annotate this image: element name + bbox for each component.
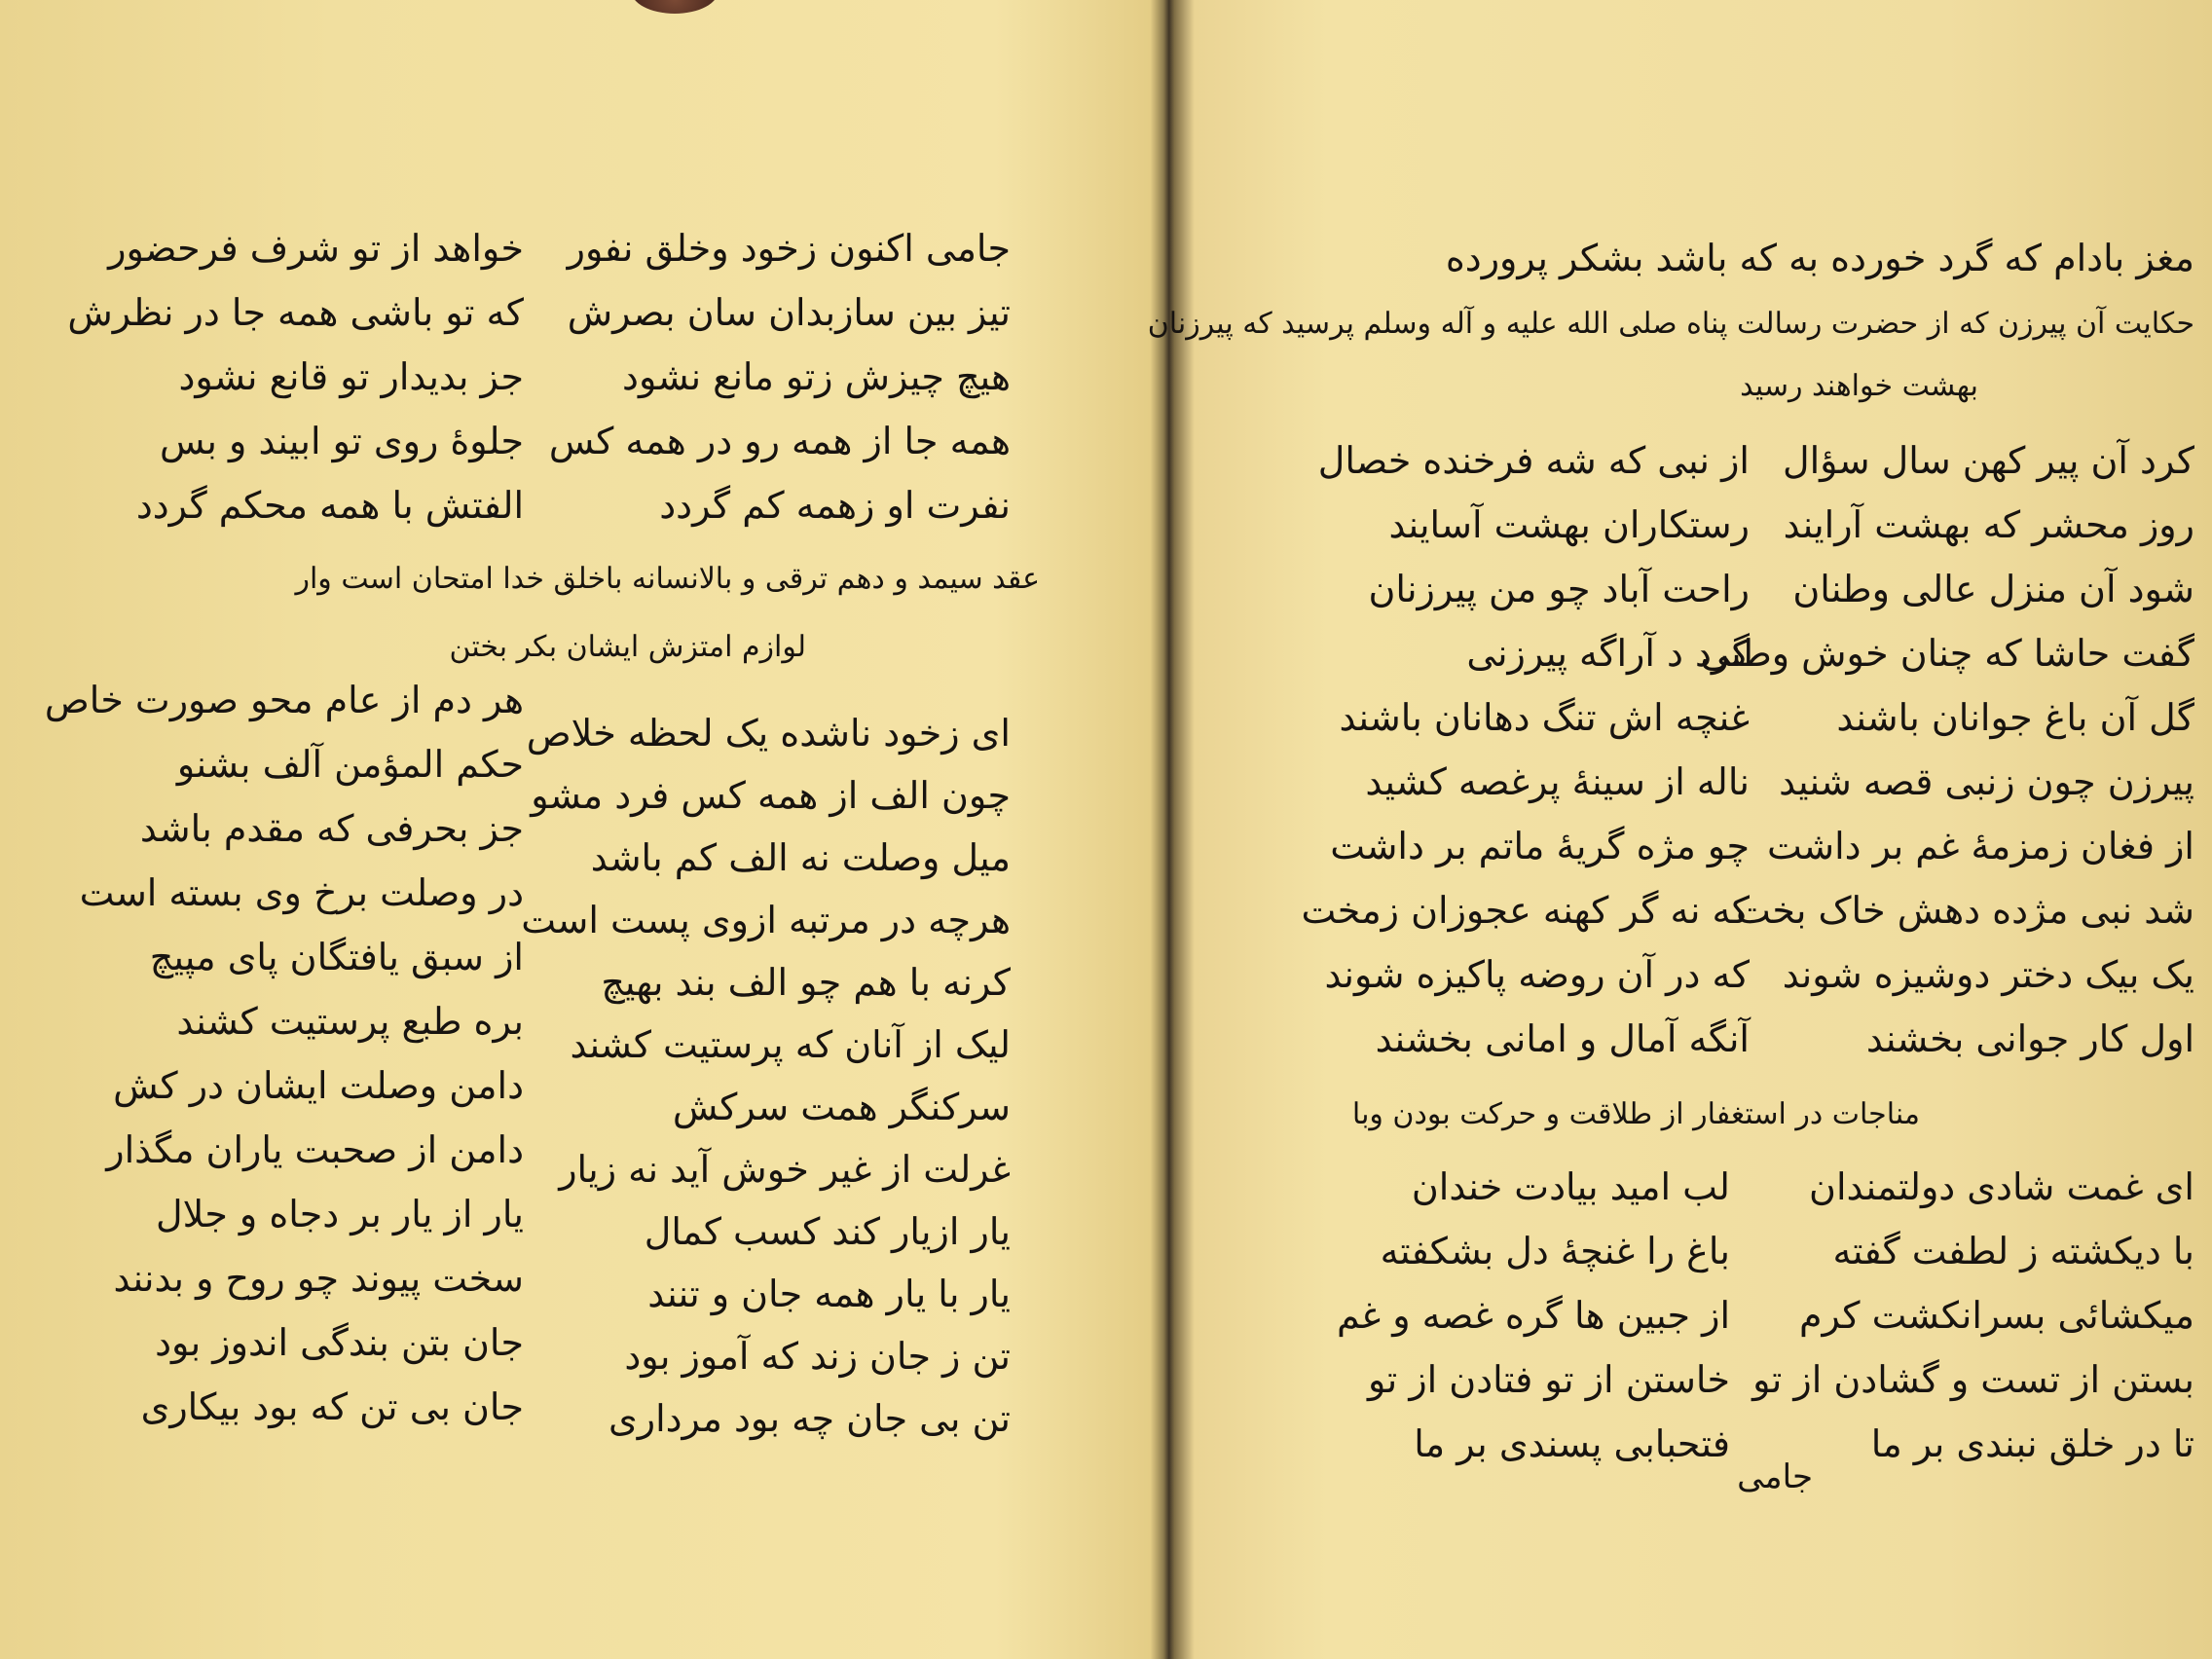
verse-line: دامن وصلت ایشان در کش [113,1064,524,1107]
section-heading: حکایت آن پیرزن که از حضرت رسالت پناه صلی الله علیه و آله وسلم پرسید که پیرزنان [1147,307,2194,341]
verse-line: هیچ چیزش زتو مانع نشود [622,355,1011,398]
verse-line: خاستن از تو فتادن از تو [1368,1358,1730,1401]
verse-line: حکم المؤمن آلف بشنو [176,743,524,786]
verse-line: نفرت او زهمه کم گردد [659,484,1011,527]
verse-line: از فغان زمزمهٔ غم بر داشت [1766,825,2194,867]
verse-line: بره طبع پرستیت کشند [176,1000,524,1043]
verse-line: گل آن باغ جوانان باشند [1836,696,2194,739]
verse-line: میل وصلت نه الف کم باشد [590,836,1011,879]
verse-line: یک بیک دختر دوشیزه شوند [1782,953,2194,996]
verse-line: تن بی جان چه بود مرداری [608,1397,1011,1440]
verse-line: شد نبی مژده دهش خاک بخت [1736,889,2194,932]
verse-line: تیز بین سازبدان سان بصرش [567,291,1011,334]
verse-line: هرچه در مرتبه ازوی پست است [521,899,1011,941]
verse-line: اول کار جوانی بخشند [1865,1017,2194,1060]
verse-line: شود آن منزل عالی وطنان [1792,568,2194,610]
verse-line: غرلت از غیر خوش آید نه زیار [559,1148,1011,1191]
verse-line: راحت آباد چو من پیرزنان [1368,568,1750,610]
verse-line: از نبی که شه فرخنده خصال [1317,439,1750,482]
verse-line: گرد د آراگه پیرزنی [1466,632,1750,675]
verse-line: از جبین ها گره غصه و غم [1336,1294,1730,1337]
verse-line: مغز بادام که گرد خورده به که باشد بشکر پرورده [1445,237,2194,279]
verse-line: تن ز جان زند که آموز بود [624,1335,1011,1378]
verse-line: کرنه با هم چو الف بند بهیچ [601,961,1011,1004]
verse-line: آنگه آمال و امانی بخشند [1375,1017,1750,1060]
verse-line: که در آن روضه پاکیزه شوند [1324,953,1750,996]
right-page [1147,0,2212,1659]
verse-line: غنچه اش تنگ دهانان باشند [1339,696,1750,739]
verse-line: تا در خلق نبندی بر ما [1870,1422,2194,1465]
verse-line: همه جا از همه رو در همه کس [548,420,1011,462]
verse-line: ناله از سینهٔ پرغصه کشید [1365,760,1750,803]
verse-line: لب امید بیادت خندان [1411,1165,1730,1208]
verse-line: پیرزن چون زنبی قصه شنید [1779,760,2194,803]
verse-line: یار با یار همه جان و تنند [647,1272,1011,1315]
verse-line: ای زخود ناشده یک لحظه خلاص [526,712,1011,755]
verse-line: بستن از تست و گشادن از تو [1752,1358,2194,1401]
verse-line: در وصلت برخ وی بسته است [79,871,524,914]
verse-line: با دیکشته ز لطفت گفته [1832,1230,2194,1272]
verse-line: یار از یار بر دجاه و جلال [156,1193,524,1235]
verse-line: که نه گر کهنه عجوزان زمخت [1301,889,1750,932]
verse-line: باغ را غنچهٔ دل بشکفته [1380,1230,1730,1272]
verse-line: که تو باشی همه جا در نظرش [67,291,524,334]
verse-line: از سبق یافتگان پای مپیچ [149,936,524,978]
section-heading: بهشت خواهند رسید [1740,369,1978,403]
verse-line: کرد آن پیر کهن سال سؤال [1782,439,2194,482]
verse-line: ای غمت شادی دولتمندان [1809,1165,2194,1208]
verse-line: میکشائی بسرانکشت کرم [1798,1294,2194,1337]
verse-line: دامن از صحبت یاران مگذار [106,1128,524,1171]
section-heading: لوازم امتزش ایشان بکر بختن [449,630,806,664]
verse-line: جان بتن بندگی اندوز بود [155,1321,524,1364]
verse-line: لیک از آنان که پرستیت کشند [570,1023,1011,1066]
verse-line: چون الف از همه کس فرد مشو [531,774,1011,817]
verse-line: سرکنگر همت سرکش [672,1086,1011,1128]
verse-line: روز محشر که بهشت آرایند [1783,503,2194,546]
verse-line: هر دم از عام محو صورت خاص [44,679,524,721]
verse-line: جلوهٔ روی تو ابیند و بس [159,420,524,462]
verse-line: رستکاران بهشت آسایند [1388,503,1750,546]
verse-line: چو مژه گریهٔ ماتم بر داشت [1330,825,1750,867]
verse-line: جان بی تن که بود بیکاری [140,1385,524,1428]
catchword: جامی [1737,1457,1813,1496]
verse-line: سخت پیوند چو روح و بدنند [113,1257,524,1300]
verse-line: فتحبابی پسندی بر ما [1414,1422,1730,1465]
verse-line: یار ازیار کند کسب کمال [644,1210,1011,1253]
section-heading: عقد سیمد و دهم ترقی و بالانسانه باخلق خدا امتحان است وار [295,562,1040,596]
verse-line: خواهد از تو شرف فرحضور [108,227,524,270]
verse-line: گفت حاشا که چنان خوش وطنی [1700,632,2194,675]
verse-line: الفتش با همه محکم گردد [135,484,524,527]
section-heading: مناجات در استغفار از طلاقت و حرکت بودن وبا [1351,1097,1920,1131]
verse-line: جز بدیدار تو قانع نشود [178,355,524,398]
verse-line: جامی اکنون زخود وخلق نفور [567,227,1011,270]
verse-line: جز بحرفی که مقدم باشد [139,807,524,850]
